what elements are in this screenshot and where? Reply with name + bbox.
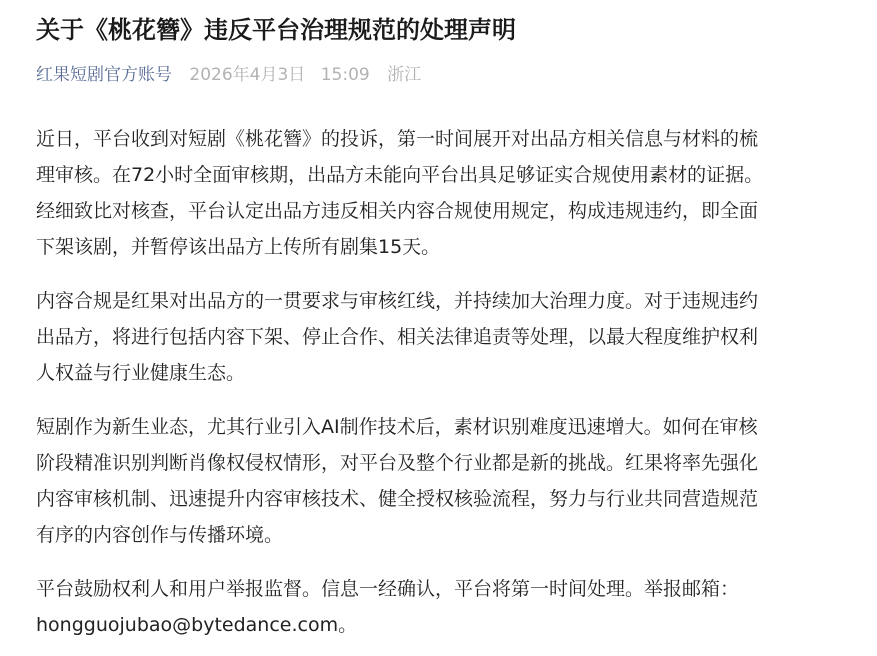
article-meta [36, 62, 421, 88]
report-email-link[interactable]: hongguojubao@bytedance.com [36, 614, 339, 636]
article-title: 关于《桃花簪》违反平台治理规范的处理声明 [36, 16, 516, 44]
email-line [36, 607, 856, 643]
paragraph-line: 内容审核机制、迅速提升内容审核技术、健全授权核验流程，努力与行业共同营造规范 [36, 488, 759, 510]
paragraph-line: 内容合规是红果对出品方的一贯要求与审核红线，并持续加大治理力度。对于违规违约 [36, 290, 759, 312]
paragraph-line: 人权益与行业健康生态。 [36, 362, 246, 384]
paragraph-line: 近日，平台收到对短剧《桃花簪》的投诉，第一时间展开对出品方相关信息与材料的梳 [36, 128, 759, 150]
email-suffix: 。 [338, 614, 358, 636]
publish-date: 2026年4月3日 [189, 65, 306, 85]
paragraph-4 [36, 571, 856, 643]
paragraph-line: 经细致比对核查，平台认定出品方违反相关内容合规使用规定，构成违规违约，即全面 [36, 200, 759, 222]
publish-location: 浙江 [387, 65, 422, 85]
paragraph-1 [36, 121, 856, 265]
paragraph-line: 阶段精准识别判断肖像权侵权情形，对平台及整个行业都是新的挑战。红果将率先强化 [36, 452, 759, 474]
paragraph-2 [36, 283, 856, 391]
paragraph-line: 出品方，将进行包括内容下架、停止合作、相关法律追责等处理，以最大程度维护权利 [36, 326, 759, 348]
paragraph-3 [36, 409, 856, 553]
paragraph-line: 下架该剧，并暂停该出品方上传所有剧集15天。 [36, 236, 441, 258]
account-name-link[interactable]: 红果短剧官方账号 [36, 65, 172, 85]
paragraph-line: 理审核。在72小时全面审核期，出品方未能向平台出具足够证实合规使用素材的证据。 [36, 164, 764, 186]
publish-time: 15:09 [320, 65, 370, 85]
paragraph-line: 平台鼓励权利人和用户举报监督。信息一经确认，平台将第一时间处理。举报邮箱： [36, 578, 740, 600]
paragraph-line: 短剧作为新生业态，尤其行业引入AI制作技术后，素材识别难度迅速增大。如何在审核 [36, 416, 758, 438]
paragraph-line: 有序的内容创作与传播环境。 [36, 524, 284, 546]
